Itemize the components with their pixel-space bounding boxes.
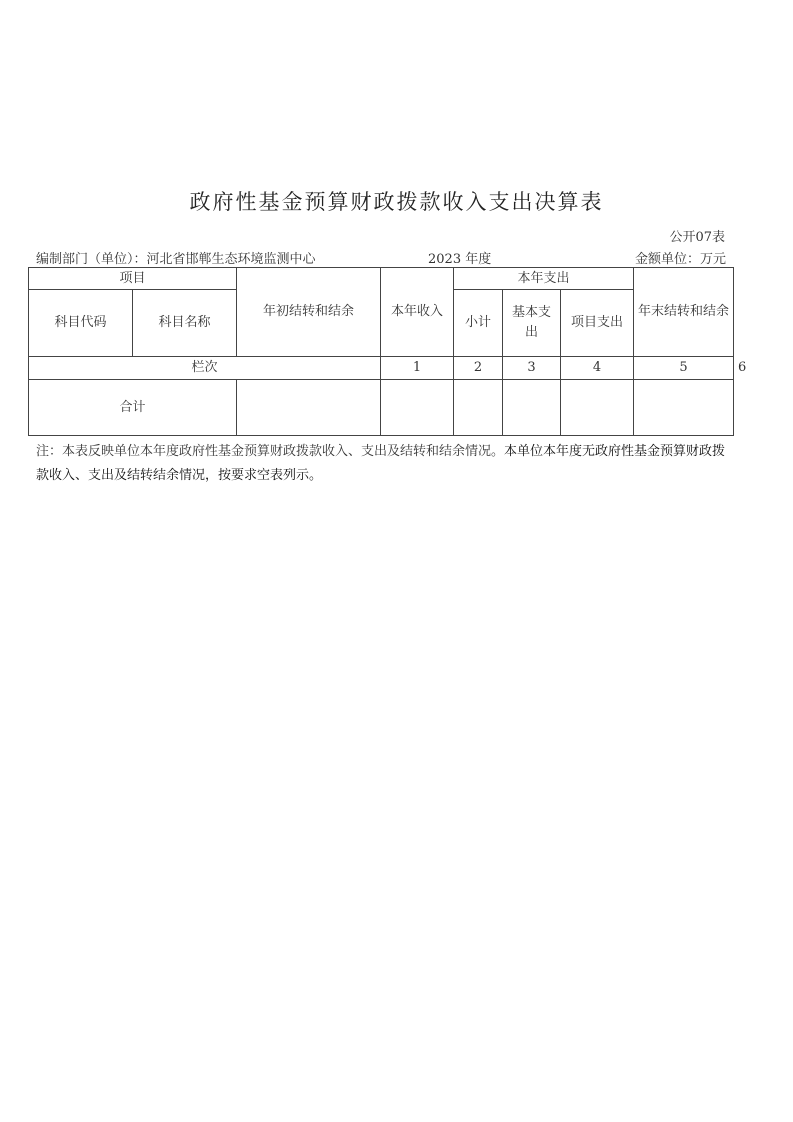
dept-label: 编制部门（单位）：河北省邯郸生态环境监测中心 xyxy=(36,252,316,267)
header-subject-code: 科目代码 xyxy=(29,290,133,357)
total-c1 xyxy=(237,380,381,436)
header-begin-balance: 年初结转和结余 xyxy=(237,268,381,357)
table-note xyxy=(36,440,736,488)
page-title: 政府性基金预算财政拨款收入支出决算表 xyxy=(189,190,604,214)
note-part2: 本单位本年度无政府性基金预算财政拨款收入、支出及结转结余情况，按要求空表列示。 xyxy=(36,444,726,483)
year-label: 2023 年度 xyxy=(428,252,492,267)
total-c5 xyxy=(561,380,634,436)
note-part1: 注：本表反映单位本年度政府性基金预算财政拨款收入、支出及结转和结余情况。 xyxy=(36,444,505,459)
total-c6 xyxy=(634,380,734,436)
meta-row xyxy=(36,248,726,266)
unit-label: 金额单位：万元 xyxy=(634,252,726,267)
table-row: 栏次 1 2 3 4 5 6 xyxy=(29,357,734,380)
header-project: 项目 xyxy=(29,268,237,290)
total-c3 xyxy=(454,380,503,436)
total-c4 xyxy=(503,380,561,436)
total-c2 xyxy=(381,380,454,436)
header-basic: 基本支出 xyxy=(503,290,561,357)
budget-table xyxy=(28,267,747,436)
header-end-balance: 年末结转和结余 xyxy=(634,268,734,357)
header-project-expense: 项目支出 xyxy=(561,290,634,357)
total-label: 合计 xyxy=(29,380,237,436)
header-subject-name: 科目名称 xyxy=(133,290,237,357)
row-index-c3: 3 xyxy=(503,357,561,380)
form-code: 公开07表 xyxy=(669,230,725,245)
header-subtotal: 小计 xyxy=(454,290,503,357)
table-row xyxy=(29,380,734,436)
row-index-c4: 4 xyxy=(561,357,634,380)
row-index-label: 栏次 xyxy=(29,357,381,380)
row-index-c2: 2 xyxy=(454,357,503,380)
row-index-c5: 5 xyxy=(634,357,734,380)
row-index-c1: 1 xyxy=(381,357,454,380)
header-expense: 本年支出 xyxy=(454,268,634,290)
header-income: 本年收入 xyxy=(381,268,454,357)
